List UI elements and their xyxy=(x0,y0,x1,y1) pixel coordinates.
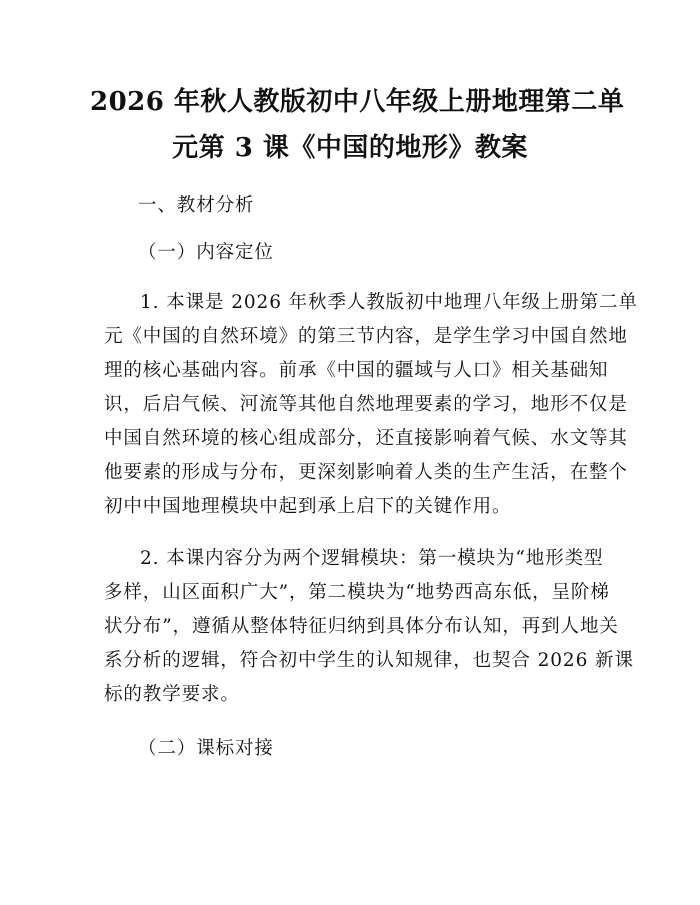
paragraph-1-line-7: 初中中国地理模块中起到承上启下的关键作用。 xyxy=(104,496,512,517)
document-title-line-2: 元第 3 课《中国的地形》教案 xyxy=(172,133,528,163)
paragraph-2-line-2: 多样，山区面积广大”，第二模块为“地势西高东低，呈阶梯 xyxy=(104,582,610,603)
paragraph-2-line-3: 状分布”，遵循从整体特征归纳到具体分布认知，再到人地关 xyxy=(104,616,619,637)
document-title-line-1: 2026 年秋人教版初中八年级上册地理第二单 xyxy=(90,87,625,117)
paragraph-2-line-4: 系分析的逻辑，符合初中学生的认知规律，也契合 2026 新课 xyxy=(104,650,634,671)
paragraph-1-line-1: 1. 本课是 2026 年秋季人教版初中地理八年级上册第二单 xyxy=(140,292,638,313)
subsection-heading-curriculum-alignment: （二）课标对接 xyxy=(138,738,274,759)
paragraph-1-line-2: 元《中国的自然环境》的第三节内容，是学生学习中国自然地 xyxy=(104,326,628,347)
paragraph-2-line-5: 标的教学要求。 xyxy=(104,684,240,705)
paragraph-1-line-6: 他要素的形成与分布，更深刻影响着人类的生产生活，在整个 xyxy=(104,462,628,483)
paragraph-1-line-4: 识，后启气候、河流等其他自然地理要素的学习，地形不仅是 xyxy=(104,394,628,415)
subsection-heading-content-positioning: （一）内容定位 xyxy=(138,242,274,263)
paragraph-1-line-5: 中国自然环境的核心组成部分，还直接影响着气候、水文等其 xyxy=(104,428,628,449)
paragraph-1-line-3: 理的核心基础内容。前承《中国的疆域与人口》相关基础知 xyxy=(104,360,609,381)
paragraph-2-line-1: 2. 本课内容分为两个逻辑模块：第一模块为“地形类型 xyxy=(140,548,604,569)
section-heading-textbook-analysis: 一、教材分析 xyxy=(138,195,255,216)
